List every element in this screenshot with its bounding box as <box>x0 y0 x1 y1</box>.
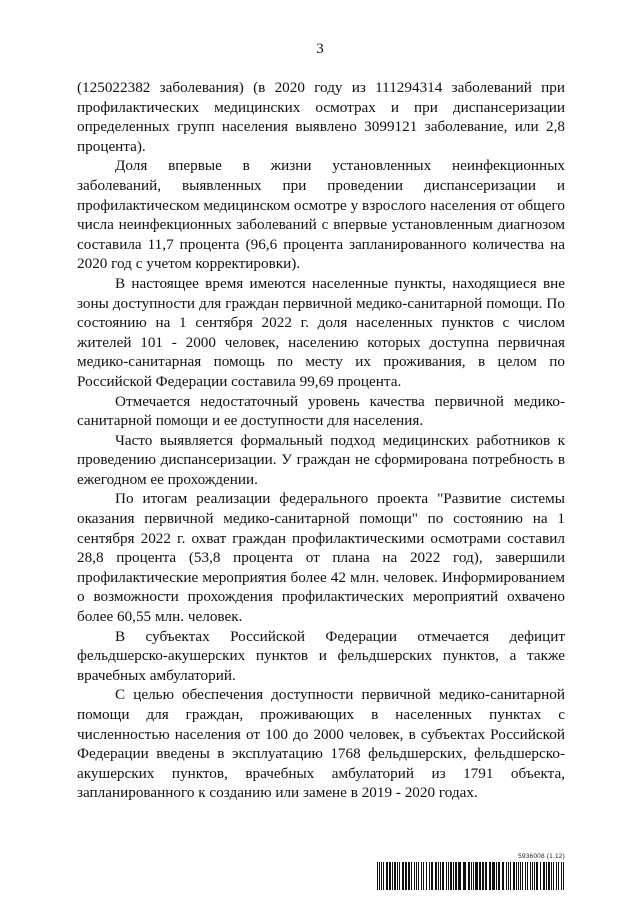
barcode-bar <box>489 862 491 890</box>
barcode-bar <box>561 862 562 890</box>
barcode-bar <box>421 862 422 890</box>
barcode-bar <box>546 862 547 890</box>
paragraph-8: С целью обеспечения доступности первичной медико-санитарной помощи для граждан, проживающих в населенных пунктах с численностью населения от 100 до 2000 человек, в субъектах Российской Федерации введены в эксплуатацию 1768 фельдшерских, фельдшерско-акушерских пунктов, врачебных амбулаторий из 1791 объекта, запланированного к созданию или замене в 2019 - 2020 годах. <box>77 686 565 802</box>
barcode-bar <box>411 862 412 890</box>
barcode-bar <box>482 862 484 890</box>
paragraph-4: Отмечается недостаточный уровень качества первичной медико-санитарной помощи и ее доступности для населения. <box>77 392 565 430</box>
barcode-bar <box>379 862 380 890</box>
document-body <box>77 78 565 803</box>
barcode-bar <box>429 862 430 890</box>
barcode-bar <box>383 862 384 890</box>
barcode-bar <box>553 862 554 890</box>
barcode-bar <box>530 862 531 890</box>
barcode-bar <box>389 862 391 890</box>
barcode-bar <box>540 862 541 890</box>
barcode-bar <box>446 862 447 890</box>
barcode-bar <box>453 862 454 890</box>
paragraph-1: (125022382 заболевания) (в 2020 году из 111294314 заболеваний при профилактических медицинских осмотрах и при диспансеризации определенных групп населения выявлено 3099121 заболевание, или 2,8 процента). <box>77 79 565 155</box>
barcode-bar <box>471 862 472 890</box>
paragraph-7: В субъектах Российской Федерации отмечается дефицит фельдшерско-акушерских пунктов и фельдшерских пунктов, а также врачебных амбулаторий. <box>77 627 565 684</box>
barcode-bar <box>426 862 427 890</box>
paragraph-6: По итогам реализации федерального проекта "Развитие системы оказания первичной медико-санитарной помощи" по состоянию на 1 сентября 2022 г. охват граждан профилактическими осмотрами составил 28,8 процента (53,8 процента от плана на 2022 год), завершили профилактические мероприятия более 42 млн. человек. Информированием о возможности прохождения профилактических мероприятий охвачено более 60,55 млн. человек. <box>77 490 565 626</box>
barcode-bar <box>455 862 457 890</box>
barcode-bar <box>397 862 398 890</box>
barcode-bar <box>394 862 396 890</box>
barcode-bar <box>438 862 439 890</box>
barcode-bar <box>520 862 521 890</box>
barcode-bar <box>381 862 382 890</box>
barcode-bar <box>392 862 393 890</box>
barcode-bar <box>536 862 538 890</box>
barcode-bar <box>405 862 407 890</box>
barcode-bar <box>506 862 507 890</box>
barcode-bar <box>440 862 441 890</box>
paragraph-3: В настоящее время имеются населенные пункты, находящиеся вне зоны доступности для граждан первичной медико-санитарной помощи. По состоянию на 1 сентября 2022 г. доля населенных пунктов с числом жителей 101 - 2000 человек, населению которых доступна первичная медико-санитарная помощь по месту их проживания, в целом по Российской Федерации составила 99,69 процента. <box>77 274 565 390</box>
barcode-bar <box>423 862 424 890</box>
barcode-bar <box>435 862 437 890</box>
barcode-bar <box>386 862 388 890</box>
barcode-bar <box>408 862 410 890</box>
barcode-bar <box>543 862 545 890</box>
barcode-bar <box>518 862 519 890</box>
barcode-bar <box>525 862 526 890</box>
barcode-bar <box>496 862 497 890</box>
barcode-bar <box>473 862 474 890</box>
barcode-bar <box>558 862 559 890</box>
barcode-bar <box>513 862 515 890</box>
barcode-bar <box>485 862 487 890</box>
barcode-bar <box>450 862 452 890</box>
barcode-bar <box>527 862 528 890</box>
barcode-bar <box>377 862 378 890</box>
barcode-bar <box>468 862 470 890</box>
paragraph-2: Доля впервые в жизни установленных неинфекционных заболеваний, выявленных при проведении диспансеризации и профилактическом медицинском осмотре у взрослого населения от общего числа неинфекционных заболеваний с впервые установленным диагнозом составила 11,7 процента (96,6 процента запланированного количества на 2020 год с учетом корректировки). <box>77 157 565 273</box>
barcode-bar <box>563 862 564 890</box>
barcode-icon <box>377 862 565 890</box>
barcode-bar <box>402 862 404 890</box>
barcode-bar <box>508 862 509 890</box>
barcode-bar <box>431 862 433 890</box>
barcode-bar <box>414 862 415 890</box>
barcode-bar <box>442 862 444 890</box>
document-code: 5936008 (1.12) <box>518 853 565 860</box>
barcode-bar <box>448 862 449 890</box>
barcode-bar <box>458 862 461 890</box>
paragraph-5: Часто выявляется формальный подход медицинских работников к проведению диспансеризации. У граждан не сформирована потребность в ежегодном ее прохождении. <box>77 431 565 488</box>
barcode-bar <box>548 862 550 890</box>
barcode-bar <box>551 862 552 890</box>
barcode-bar <box>532 862 533 890</box>
barcode-bar <box>522 862 523 890</box>
barcode-bar <box>516 862 517 890</box>
barcode-bar <box>534 862 535 890</box>
barcode-bar <box>463 862 466 890</box>
barcode-bar <box>416 862 417 890</box>
barcode-bar <box>479 862 481 890</box>
barcode-bar <box>498 862 500 890</box>
barcode-bar <box>502 862 504 890</box>
barcode-bar <box>492 862 495 890</box>
barcode-bar <box>399 862 400 890</box>
barcode-bar <box>556 862 557 890</box>
page-number: 3 <box>316 41 324 57</box>
barcode-bar <box>510 862 511 890</box>
barcode-bar <box>475 862 478 890</box>
barcode-bar <box>418 862 419 890</box>
